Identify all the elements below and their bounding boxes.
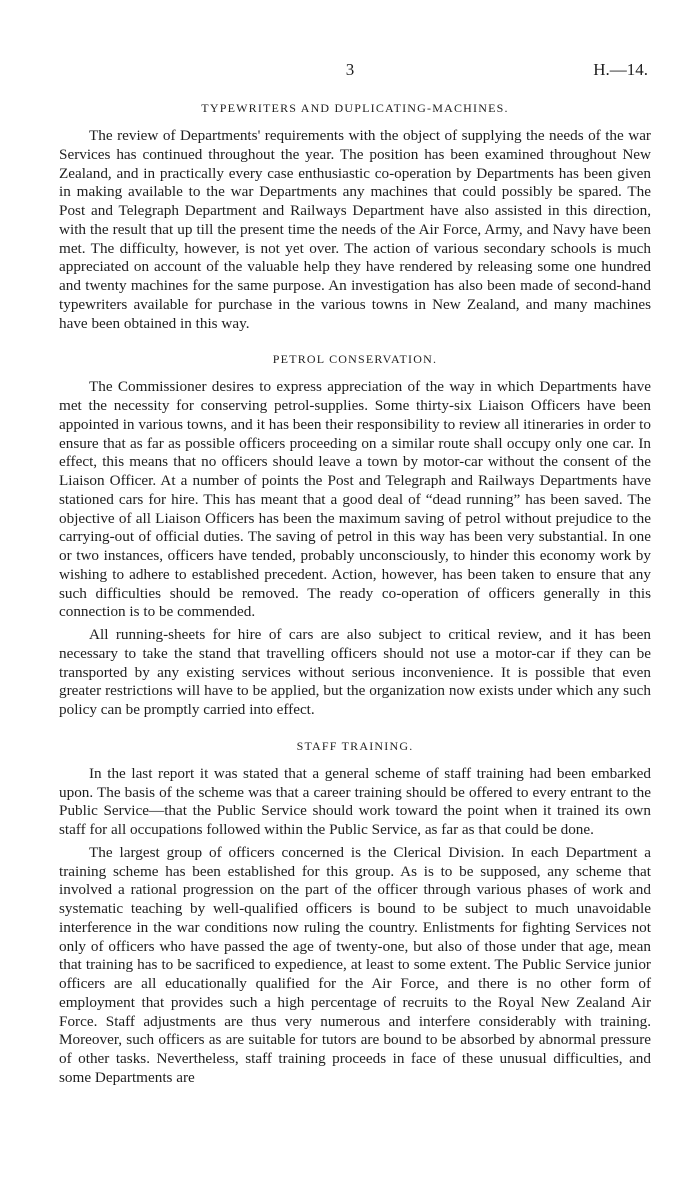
paragraph: All running-sheets for hire of cars are also subject to critical review, and it has been necessary to take the stand that travelling officers should not use a motor-car if they can be transported by any existing services without serious inconvenience. It is possible that even greater restrictions will have to be applied, but the organization now exists under which any such policy can be promptly carried into effect. (59, 626, 651, 718)
section-heading: PETROL CONSERVATION. (272, 352, 438, 367)
section-staff-training (59, 736, 651, 1088)
document-reference: H.—14. (593, 60, 648, 79)
section-heading: TYPEWRITERS AND DUPLICATING-MACHINES. (201, 101, 509, 115)
paragraph: The Commissioner desires to express appreciation of the way in which Departments have met the necessity for conserving petrol-supplies. Some thirty-six Liaison Officers have been appointed in various towns, and it has been their responsibility to review all itineraries in order to ensure that as far as possible officers proceeding on a similar route shall occupy only one car. In effect, this means that no officers should leave a town by motor-car without the consent of the Liaison Officer. At a number of points the Post and Telegraph and Railways Departments have stationed cars for hire. This has meant that a good deal of “dead running” has been saved. The objective of all Liaison Officers has been the maximum saving of petrol without prejudice to the carrying-out of official duties. The saving of petrol in this way has been very substantial. In one or two instances, officers have tended, probably unconsciously, to hinder this economy work by wishing to adhere to established precedent. Action, however, has been taken to ensure that any such difficulties should be removed. The ready co-operation of officers generally in this connection is to be commended. (59, 378, 651, 621)
paragraph: In the last report it was stated that a general scheme of staff training had been embarked upon. The basis of the scheme was that a career training should be offered to every entrant to the Public Service—that the Public Service should work toward the point when it trained its own staff for all occupations followed within the Public Service, as far as that could be done. (59, 764, 651, 838)
body-text (59, 98, 651, 1088)
section-heading: STAFF TRAINING. (296, 738, 414, 753)
paragraph: The largest group of officers concerned is the Clerical Division. In each Department a training scheme has been established for this group. As is to be supposed, any scheme that involved a rational progression on the part of the officer through various phases of work and systematic teaching by well-qualified officers is bound to be subject to much unavoidable interference in the war conditions now ruling the country. Enlistments for fighting Services not only of officers who have passed the age of twenty-one, but also of those under that age, mean that training has to be sacrificed to expedience, at least to some extent. The Public Service junior officers are all educationally qualified for the Air Force, and there is no other form of employment that provides such a high percentage of recruits to the Royal New Zealand Air Force. Staff adjustments are thus very numerous and interfere considerably with training. Moreover, such officers as are suitable for tutors are bound to be absorbed by abnormal pressure of other tasks. Nevertheless, staff training proceeds in face of these unusual difficulties, and some Departments are (59, 843, 651, 1086)
section-typewriters (59, 98, 651, 333)
page-number: 3 (345, 60, 355, 79)
paragraph: The review of Departments' requirements with the object of supplying the needs of the war Services has continued throughout the year. The position has been examined throughout New Zealand, and in practically every case enthusiastic co-operation by Departments has been given in making available to the war Departments any machines that could possibly be spared. The Post and Telegraph Department and Railways Department have also assisted in this direction, with the result that up till the present time the needs of the Air Force, Army, and Navy have been met. The difficulty, however, is not yet over. The action of various secondary schools is much appreciated on account of the valuable help they have rendered by releasing some one hundred and twenty machines for the same purpose. An investigation has also been made of second-hand typewriters available for purchase in the various towns in New Zealand, and many machines have been obtained in this way. (59, 127, 651, 332)
section-petrol-conservation (59, 349, 651, 720)
